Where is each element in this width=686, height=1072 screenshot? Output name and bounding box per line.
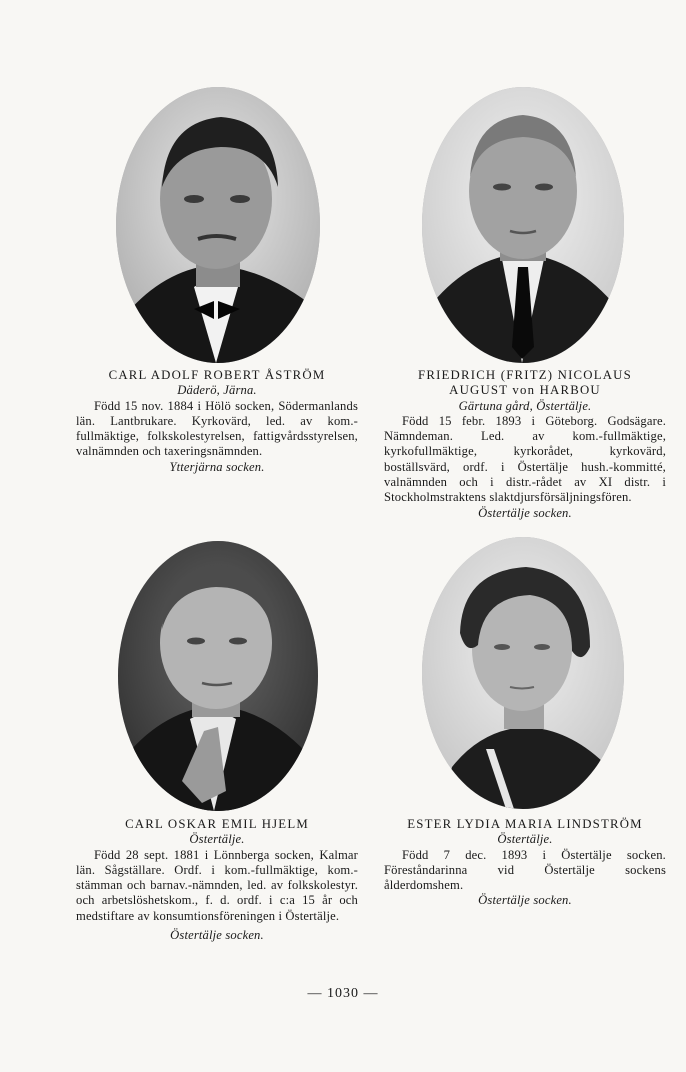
portrait-lindstrom (422, 537, 624, 809)
portrait-von-harbou-image (422, 87, 624, 363)
parish: Östertälje socken. (170, 928, 264, 943)
residence: Gärtuna gård, Östertälje. (458, 398, 592, 413)
bio-hjelm (76, 817, 358, 943)
portrait-hjelm (118, 541, 318, 811)
biography-text: Född 15 nov. 1884 i Hölö socken, Södermanlands län. Lantbrukare. Kyrkovärd, led. av kom.-fullmäktige, folkskolestyrelsen, fattigvårdsstyrelsen, valnämnden och taxeringsnämnden. (76, 398, 358, 459)
portrait-lindstrom-image (422, 537, 624, 809)
parish: Östertälje socken. (478, 505, 572, 520)
bio-astrom (76, 368, 358, 475)
biography-text: Född 7 dec. 1893 i Östertälje socken. Föreståndarinna vid Östertälje sockens ålderdomshem. (384, 847, 666, 893)
bio-lindstrom (384, 817, 666, 909)
biography-text: Född 15 febr. 1893 i Göteborg. Godsägare. Nämndeman. Led. av kom.-fullmäktige, kyrkofullmäktige, kyrkorådet, kyrkovärd, boställsvärd, ordf. i Östertälje hush.-kommitté, valnämnden och i distr.-rådet av XI distr. i Stockholmstraktens slaktdjursförsäljningsfören. (384, 413, 666, 505)
biography-text: Född 28 sept. 1881 i Lönnberga socken, Kalmar län. Sågställare. Ordf. i kom.-fullmäktige, kom.-stämman och barnav.-nämnden, led. av folkskolestyr. och arbetslöshetskom., f. d. ordf. i c:a 15 år och medstiftare av konsumtionsföreningen i Östertälje. (76, 847, 358, 923)
parish: Ytterjärna socken. (169, 459, 265, 474)
person-name-line-2: AUGUST von HARBOU (449, 383, 601, 398)
portrait-von-harbou (422, 87, 624, 363)
person-name: CARL ADOLF ROBERT ÅSTRÖM (108, 368, 326, 382)
bio-von-harbou (384, 368, 666, 521)
person-name: ESTER LYDIA MARIA LINDSTRÖM (407, 817, 643, 831)
residence: Däderö, Järna. (177, 383, 257, 398)
person-name: CARL OSKAR EMIL HJELM (125, 817, 309, 831)
person-name-line-1: FRIEDRICH (FRITZ) NICOLAUS (418, 368, 632, 382)
parish: Östertälje socken. (478, 893, 572, 908)
portrait-astrom-image (116, 87, 320, 363)
portrait-hjelm-image (118, 541, 318, 811)
residence: Östertälje. (189, 832, 245, 847)
portrait-astrom (116, 87, 320, 363)
page-number: — 1030 — (307, 986, 379, 1001)
residence: Östertälje. (497, 832, 553, 847)
